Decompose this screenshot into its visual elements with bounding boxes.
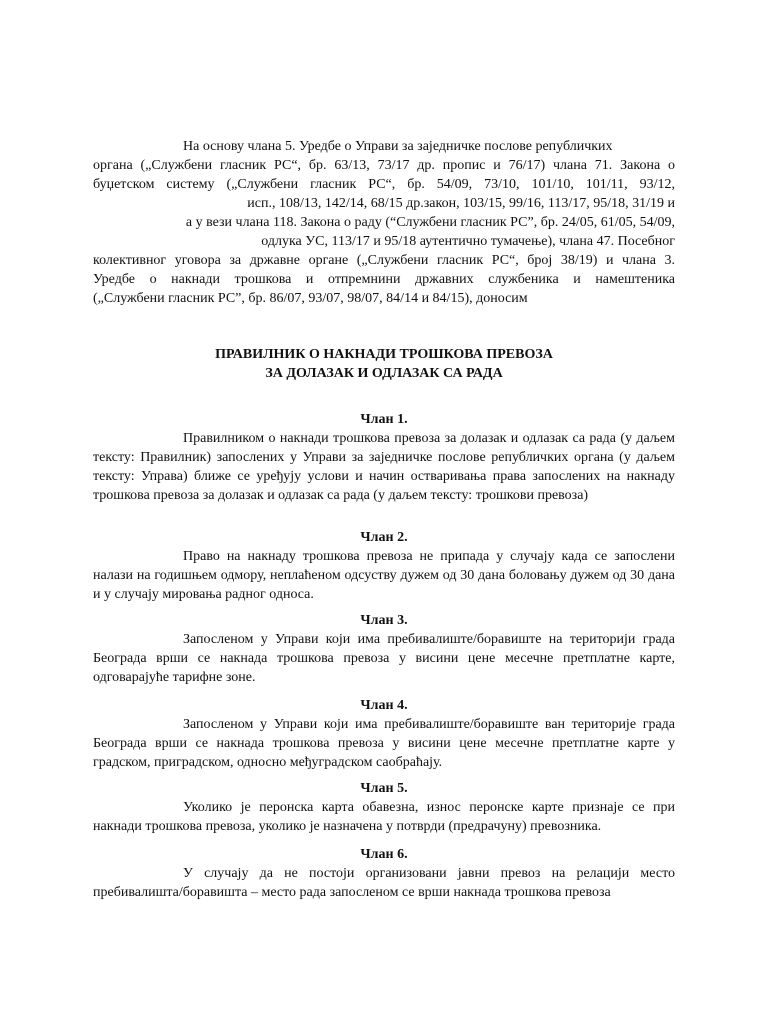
title-line: ПРАВИЛНИК О НАКНАДИ ТРОШКОВА ПРЕВОЗА: [215, 347, 553, 362]
article-5: [93, 779, 675, 836]
preamble-line: исп., 108/13, 142/14, 68/15 др.закон, 103/15, 99/16, 113/17, 95/18, 31/19 и: [247, 196, 675, 211]
article-heading: Члан 6.: [360, 847, 408, 862]
preamble-line: Уредбе о накнади трошкова и отпремнини државних службеника и намештеника: [93, 272, 675, 287]
article-1: [93, 410, 675, 505]
article-text: Запосленом у Управи који има пребивалиште/боравиште на територији града Београда врши се накнада трошкова превоза у висини цене месечне претплатне карте, одговарајуће тарифне зоне.: [93, 632, 675, 685]
preamble-line: а у вези члана 118. Закона о раду (“Службени гласник РС”, бр. 24/05, 61/05, 54/09,: [185, 215, 675, 230]
preamble-line: („Службени гласник РС”, бр. 86/07, 93/07, 98/07, 84/14 и 84/15), доносим: [93, 291, 528, 306]
article-text: У случају да не постоји организовани јавни превоз на релацији место пребивалишта/боравишта – место рада запосленом се врши накнада трошкова превоза: [93, 866, 675, 900]
article-3: [93, 611, 675, 687]
article-heading: Члан 3.: [360, 613, 408, 628]
document-title: [93, 345, 675, 383]
preamble-line: органа („Службени гласник РС“, бр. 63/13, 73/17 др. пропис и 76/17) члана 71. Закона о: [93, 158, 675, 173]
article-heading: Члан 1.: [360, 412, 408, 427]
article-text: Уколико је перонска карта обавезна, износ перонске карте признаје се при накнади трошкова превоза, уколико је назначена у потврди (предрачуну) превозника.: [93, 800, 675, 834]
article-text: Правилником о накнади трошкова превоза за долазак и одлазак са рада (у даљем тексту: Правилник) запослених у Управи за заједничке послове републичких органа (у даљем тексту: Управа) ближе се уређују услови и начин остваривања права запослених на накнаду трошкова превоза за долазак и одлазак са рада (у даљем тексту: трошкови превоза): [93, 431, 675, 503]
preamble-line: колективног уговора за државне органе („Службени гласник РС“, број 38/19) и члана 3.: [93, 253, 675, 268]
article-text: Запосленом у Управи који има пребивалиште/боравиште ван територије града Београда врши се накнада трошкова превоза у висини цене месечне претплатне карте у градском, приградском, односно међуградском саобраћају.: [93, 717, 675, 770]
article-4: [93, 696, 675, 772]
article-6: [93, 845, 675, 902]
preamble-line: На основу члана 5. Уредбе о Управи за заједничке послове републичких: [183, 139, 613, 154]
article-text: Право на накнаду трошкова превоза не припада у случају када се запослени налази на годишњем одмору, неплаћеном одсуству дужем од 30 дана боловању дужем од 30 дана и у случају мировања радног односа.: [93, 549, 675, 602]
preamble-line: буџетском систему („Службени гласник РС“, бр. 54/09, 73/10, 101/10, 101/11, 93/12,: [93, 177, 675, 192]
title-line: ЗА ДОЛАЗАК И ОДЛАЗАК СА РАДА: [265, 366, 503, 381]
article-heading: Члан 4.: [360, 698, 408, 713]
preamble: [93, 137, 675, 308]
article-heading: Члан 2.: [360, 530, 408, 545]
article-2: [93, 528, 675, 604]
article-heading: Члан 5.: [360, 781, 408, 796]
preamble-line: одлука УС, 113/17 и 95/18 аутентично тумачење), члана 47. Посебног: [261, 234, 675, 249]
